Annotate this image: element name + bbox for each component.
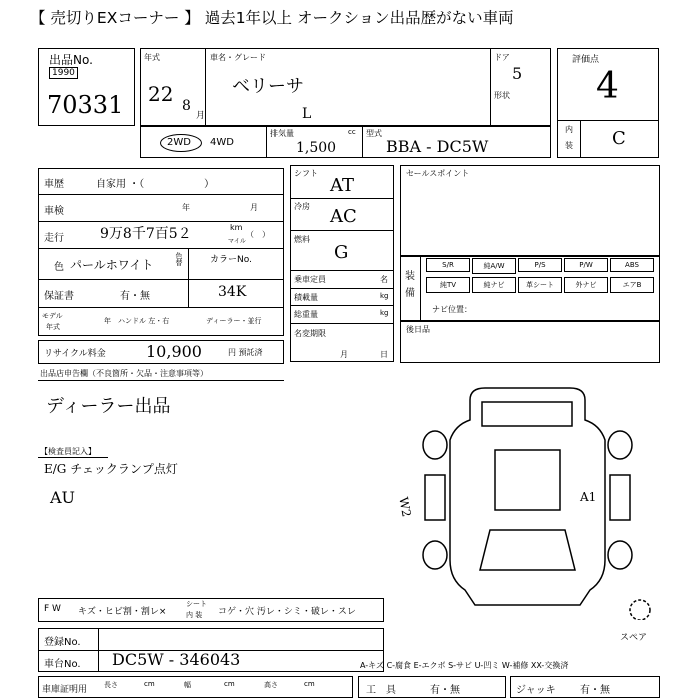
model-year-label: 年式 bbox=[144, 53, 160, 62]
stock-cell: cm bbox=[224, 680, 235, 688]
model-type-value: BBA - DC5W bbox=[386, 137, 489, 156]
tools-label: 工 具 bbox=[366, 685, 396, 696]
equipment-item: 革シート bbox=[518, 277, 562, 293]
warranty-label: 保証書 bbox=[44, 291, 74, 302]
equipment-item: S/R bbox=[426, 258, 470, 272]
retrofit-label: 後日品 bbox=[406, 325, 430, 334]
recycle-value: 10,900 bbox=[146, 342, 202, 361]
equipment-item: ABS bbox=[610, 258, 654, 272]
interior-value: C bbox=[612, 128, 626, 149]
name-change-month: 月 bbox=[340, 350, 348, 359]
color-change: 色替 bbox=[175, 252, 183, 266]
inspection-year: 年 bbox=[182, 203, 190, 212]
mileage-label: 走行 bbox=[44, 233, 64, 244]
registration-label: 登録No. bbox=[44, 637, 81, 648]
mileage-value: 9万8千7百5２ bbox=[100, 226, 192, 242]
equipment-item: P/S bbox=[518, 258, 562, 272]
displacement-value: 1,500 bbox=[296, 140, 337, 156]
lot-sub: 1990 bbox=[49, 67, 78, 79]
weight-unit: kg bbox=[380, 309, 389, 317]
history-value: 自家用 ・（ ） bbox=[96, 179, 215, 190]
displacement-label: 排気量 bbox=[270, 129, 294, 138]
color-value: パールホワイト bbox=[70, 258, 154, 272]
lot-label: 出品No. bbox=[49, 53, 93, 67]
equipment-item: P/W bbox=[564, 258, 608, 272]
aircon-label: 冷房 bbox=[294, 202, 310, 211]
inspector-label: 【検査員記入】 bbox=[40, 447, 96, 456]
mileage-paren: （ ） bbox=[246, 230, 270, 239]
equipment-label-1: 装 bbox=[405, 271, 415, 282]
sales-point-label: セールスポイント bbox=[406, 169, 470, 178]
color-no-value: 34K bbox=[218, 284, 247, 300]
diagram-spare: スペア bbox=[620, 633, 648, 643]
inspection-label: 車検 bbox=[44, 206, 64, 217]
diagram-w2: W2 bbox=[396, 495, 414, 519]
load-unit: kg bbox=[380, 292, 389, 300]
car-grade-value: L bbox=[302, 106, 312, 122]
equipment-item: エアB bbox=[610, 277, 654, 293]
mileage-km: km bbox=[230, 223, 243, 232]
model-info-handle: ハンドル 左・右 bbox=[118, 317, 170, 325]
model-info-year: 年 bbox=[104, 317, 111, 325]
model-info-dealer: ディーラー・並行 bbox=[206, 317, 262, 325]
stock-cell: 高さ bbox=[264, 681, 278, 689]
jack-label: ジャッキ bbox=[516, 685, 556, 696]
stock-label: 車庫証明用 bbox=[42, 685, 88, 695]
history-label: 車歴 bbox=[44, 179, 64, 190]
model-type-label: 型式 bbox=[366, 129, 382, 138]
warranty-value: 有・無 bbox=[120, 291, 150, 302]
weight-label: 総重量 bbox=[294, 310, 318, 319]
inspector-line1: E/G チェックランプ点灯 bbox=[44, 462, 178, 476]
car-diagram bbox=[400, 380, 660, 620]
equipment-item: 外ナビ bbox=[564, 277, 608, 293]
jack-value: 有・無 bbox=[580, 685, 610, 696]
retrofit-box bbox=[400, 321, 660, 363]
parts-stains: コゲ・穴 汚レ・シミ・破レ・スレ bbox=[218, 607, 356, 617]
parts-fw: F W bbox=[44, 604, 61, 614]
interior-label-1: 内 bbox=[565, 125, 573, 134]
name-change-day: 日 bbox=[380, 350, 388, 359]
equipment-item: 純ナビ bbox=[472, 277, 516, 293]
tools-value: 有・無 bbox=[430, 685, 460, 696]
model-year-month-unit: 月 bbox=[196, 111, 206, 121]
load-label: 積載量 bbox=[294, 293, 318, 302]
stock-cell: cm bbox=[304, 680, 315, 688]
chassis-label: 車台No. bbox=[44, 659, 81, 670]
equipment-label-2: 備 bbox=[405, 288, 415, 299]
car-name-label: 車名・グレード bbox=[210, 53, 266, 62]
displacement-unit: cc bbox=[348, 128, 356, 136]
model-year-year: 22 bbox=[148, 82, 174, 106]
shape-label: 形状 bbox=[494, 91, 510, 100]
stock-cell: 幅 bbox=[184, 681, 191, 689]
model-year-month: 8 bbox=[182, 98, 191, 114]
inspector-line2: AU bbox=[50, 488, 76, 507]
lot-number: 70331 bbox=[47, 91, 124, 119]
lot-box bbox=[38, 48, 135, 126]
inspection-month: 月 bbox=[250, 203, 258, 212]
name-change-label: 名変期限 bbox=[294, 329, 326, 338]
doors-label: ドア bbox=[494, 53, 510, 62]
car-name-value: ベリーサ bbox=[232, 76, 304, 97]
model-info-2: 年式 bbox=[46, 323, 60, 331]
shift-label: シフト bbox=[294, 169, 318, 178]
recycle-unit: 円 預託済 bbox=[228, 348, 263, 357]
aircon-value: AC bbox=[330, 206, 357, 227]
recycle-label: リサイクル料金 bbox=[44, 349, 106, 359]
navi-label: ナビ位置： bbox=[432, 305, 472, 314]
shift-value: AT bbox=[330, 175, 355, 196]
grade-label: 評価点 bbox=[572, 55, 600, 65]
capacity-unit: 名 bbox=[380, 275, 388, 284]
equipment-item: 純A/W bbox=[472, 258, 516, 274]
header-bar bbox=[0, 0, 700, 33]
chassis-value: DC5W - 346043 bbox=[112, 650, 241, 669]
declaration-label: 出品店申告欄（不良箇所・欠品・注意事項等） bbox=[40, 369, 208, 378]
interior-label-2: 装 bbox=[565, 141, 573, 150]
model-info-1: モデル bbox=[42, 312, 63, 320]
parts-interior: 内 装 bbox=[186, 611, 203, 619]
diagram-a1: A1 bbox=[580, 490, 597, 504]
fuel-value: G bbox=[334, 242, 349, 263]
capacity-label: 乗車定員 bbox=[294, 275, 326, 284]
doors-value: 5 bbox=[512, 64, 523, 83]
parts-seat: シート bbox=[186, 600, 207, 608]
header-title: 【 売切りEXコーナー 】 過去1年以上 オークション出品歴がない車両 bbox=[30, 9, 514, 27]
color-no-label: カラーNo. bbox=[210, 255, 252, 265]
legend-text: A-キズ C-腐食 E-エクボ S-サビ U-凹ミ W-補修 XX-交換済 bbox=[360, 661, 569, 670]
fuel-label: 燃料 bbox=[294, 235, 310, 244]
declaration-value: ディーラー出品 bbox=[46, 396, 171, 417]
stock-cell: 長さ bbox=[104, 681, 118, 689]
mileage-mile: マイル bbox=[228, 238, 246, 245]
color-label: 色 bbox=[54, 262, 64, 273]
grade-value: 4 bbox=[596, 66, 619, 107]
stock-cell: cm bbox=[144, 680, 155, 688]
drive-2wd: 2WD bbox=[167, 137, 191, 148]
parts-items: キズ・ヒビ割・割レ× bbox=[78, 607, 167, 617]
drive-4wd: 4WD bbox=[210, 137, 234, 148]
equipment-item: 純TV bbox=[426, 277, 470, 293]
